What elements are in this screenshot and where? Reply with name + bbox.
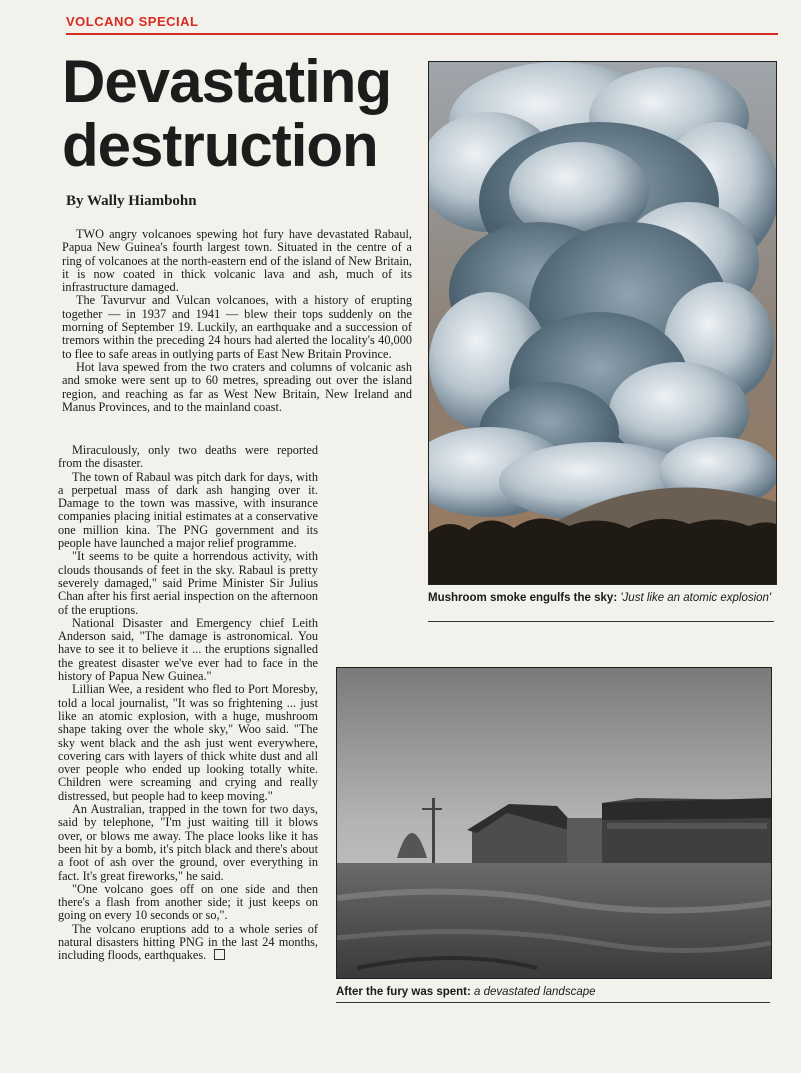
devastated-landscape-photo: [336, 667, 772, 979]
photo2-caption: [336, 985, 770, 999]
photo2-caption-title: After the fury was spent:: [336, 986, 471, 998]
article-paragraph-last: [58, 923, 318, 963]
article-paragraph: An Australian, trapped in the town for two days, said by telephone, "I'm just waiting till it blows over, or blows me away. The place looks like it has been hit by a bomb, it's pitch black and there's about a foot of ash over the ground, over everything in fact. It's great fireworks," he said.: [58, 802, 318, 883]
header-rule: [66, 33, 778, 35]
article-paragraph: The town of Rabaul was pitch dark for days, with a perpetual mass of dark ash hanging over it. Damage to the town was massive, with insurance companies placing initial estimates at a conservative one million kina. The PNG government and its people have launched a major relief programme.: [58, 469, 318, 551]
headline-line-1: Devastating: [62, 48, 392, 115]
article-paragraph: Hot lava spewed from the two craters and columns of volcanic ash and smoke were sent up to 60 metres, spreading out over the island region, and reaching as far as West New Britain, New Ireland and Manus Provinces, and to the mainland coast.: [62, 359, 412, 414]
article-paragraph: "It seems to be quite a horrendous activity, with clouds thousands of feet in the sky. Rabaul is pretty severely damaged," said Prime Minister Sir Julius Chan after his first aerial inspection on the afternoon of the eruptions.: [58, 549, 318, 617]
eruption-cloud-photo: [428, 61, 777, 585]
photo1-caption: [428, 591, 774, 605]
article-paragraph-last-text: The volcano eruptions add to a whole series of natural disasters hitting PNG in the last 24 months, including floods, earthquakes.: [58, 921, 318, 963]
article-body-lower: [58, 444, 318, 963]
article-paragraph: "One volcano goes off on one side and then there's a flash from another side; it just keeps on going on every 10 seconds or so,".: [58, 881, 318, 923]
article-paragraph: The Tavurvur and Vulcan volcanoes, with a history of erupting together — in 1937 and 1941 — blew their tops suddenly on the morning of September 19. Luckily, an earthquake and a succession of tremors within the preceding 24 hours had alerted the locality's 40,000 to flee to safe areas in outlying parts of East New Britain Province.: [62, 293, 412, 361]
caption-rule: [336, 1002, 770, 1003]
article-paragraph: Miraculously, only two deaths were reported from the disaster.: [58, 443, 318, 471]
article-paragraph: TWO angry volcanoes spewing hot fury have devastated Rabaul, Papua New Guinea's fourth largest town. Situated in the centre of a ring of volcanoes at the north-eastern end of the island of New Britain, it is now coated in thick volcanic lava and ash, much of its infrastructure damaged.: [62, 227, 412, 295]
photo1-caption-text: 'Just like an atomic explosion': [620, 592, 772, 604]
photo2-caption-text: a devastated landscape: [474, 986, 596, 998]
photo1-caption-title: Mushroom smoke engulfs the sky:: [428, 592, 618, 604]
byline: By Wally Hiambohn: [66, 193, 197, 209]
headline-line-2: destruction: [62, 112, 378, 179]
headline: [62, 50, 422, 178]
article-body-upper: [62, 228, 412, 414]
end-of-article-icon: [214, 949, 225, 960]
caption-rule: [428, 621, 774, 622]
article-paragraph: National Disaster and Emergency chief Leith Anderson said, "The damage is astronomical. You have to see it to believe it ... the eruptions signalled the greatest disaster we've ever had to face in the history of Papua New Guinea.": [58, 615, 318, 684]
section-label: VOLCANO SPECIAL: [66, 14, 199, 29]
article-paragraph: Lillian Wee, a resident who fled to Port Moresby, told a local journalist, "It was so frightening ... just like an atomic explosion, with a huge, mushroom shape taking over the whole sky," Woo said. "The sky went black and the ash just went everywhere, covering cars with layers of thick white dust and all over people who ended up looking totally white. Children were screaming and crying and really distressed, but people had to keep moving.": [58, 682, 318, 803]
